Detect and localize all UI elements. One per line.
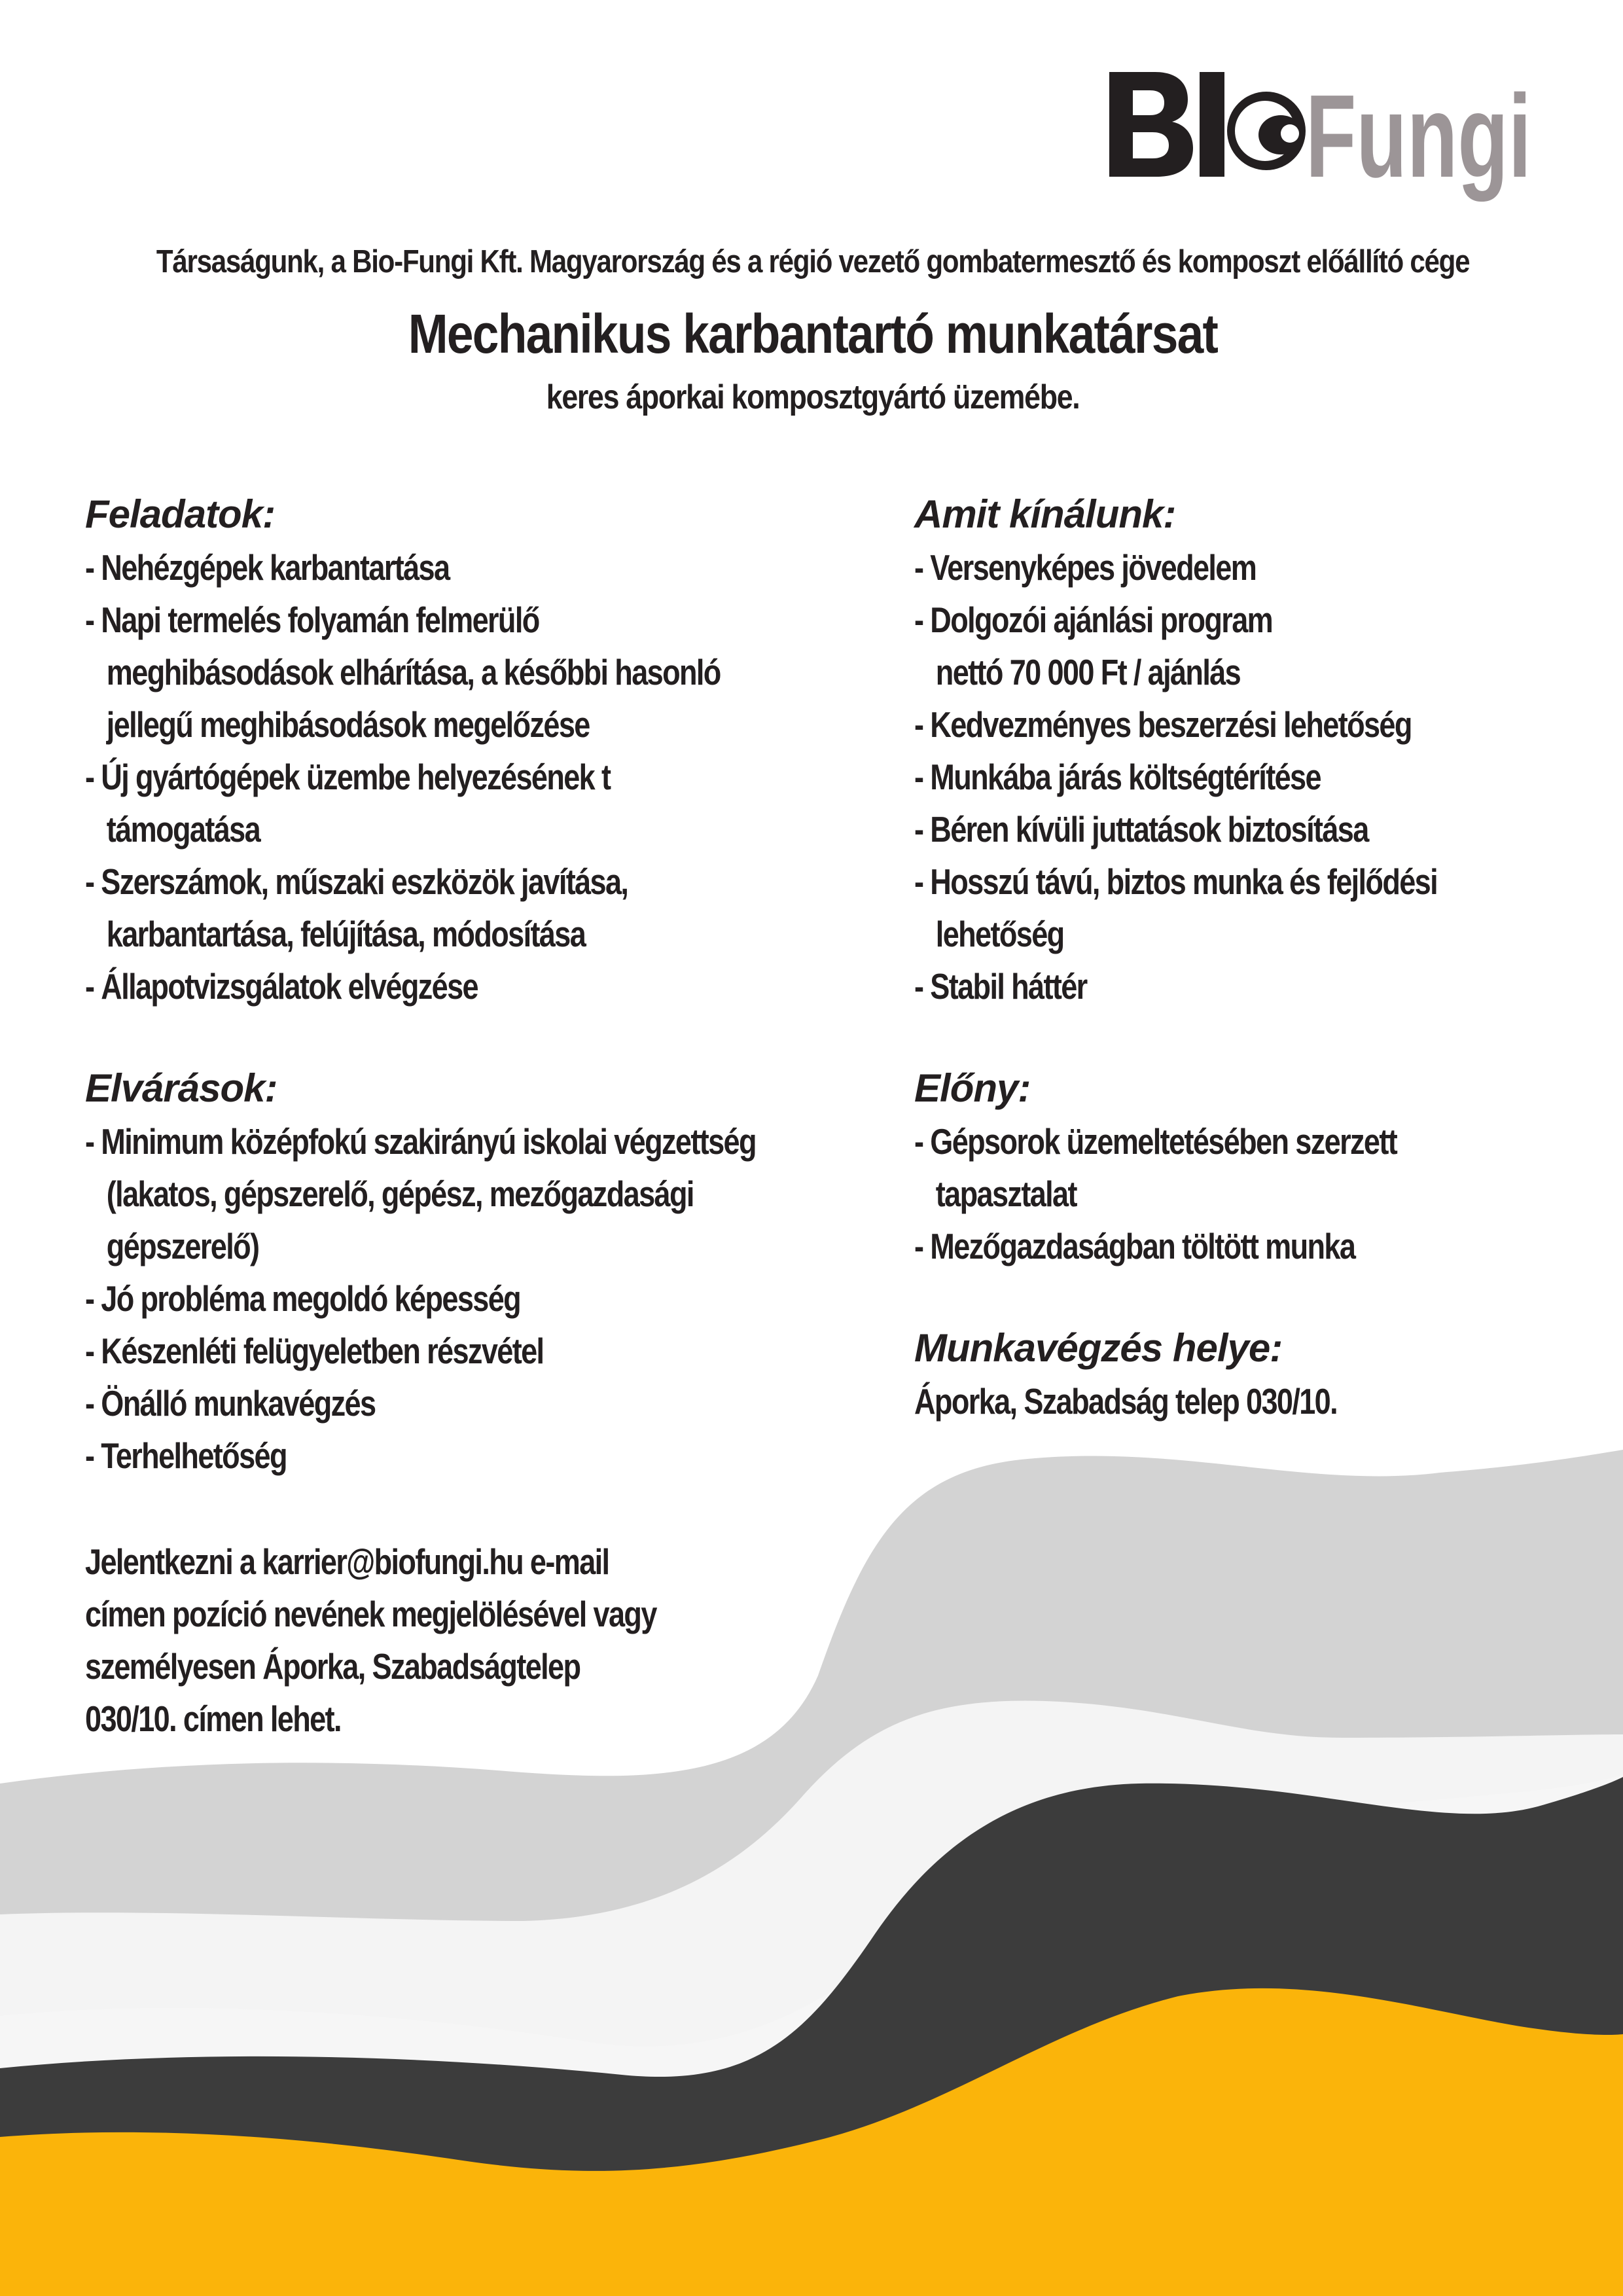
left-column (85, 488, 890, 1482)
offers-line: lehetőség (935, 914, 1064, 954)
offers-line: - Versenyképes jövedelem (914, 547, 1257, 588)
tasks-line: - Nehézgépek karbantartása (85, 547, 450, 588)
apply-section (85, 1535, 870, 1745)
company-intro: Társaságunk, a Bio-Fungi Kft. Magyarország és a régió vezető gombatermesztő és komposzt előállító cége (156, 244, 1470, 279)
apply-line: 030/10. címen lehet. (85, 1698, 341, 1739)
advantages-heading: Előny: (914, 1066, 1031, 1110)
offers-heading: Amit kínálunk: (914, 492, 1176, 536)
tasks-line: jellegű meghibásodások megelőzése (106, 704, 590, 745)
right-column (914, 488, 1569, 1427)
tasks-line: - Állapotvizsgálatok elvégzése (85, 966, 478, 1007)
apply-line: személyesen Áporka, Szabadságtelep (85, 1646, 580, 1687)
biofungi-logo (1109, 65, 1535, 202)
workplace-address: Áporka, Szabadság telep 030/10. (914, 1381, 1338, 1422)
advantages-line: - Mezőgazdaságban töltött munka (914, 1226, 1355, 1266)
requirements-line: gépszerelő) (106, 1226, 259, 1266)
tasks-line: támogatása (106, 809, 260, 850)
job-title: Mechanikus karbantartó munkatársat (408, 303, 1218, 365)
apply-line: címen pozíció nevének megjelölésével vagy (85, 1594, 656, 1634)
job-subtitle: keres áporkai komposztgyártó üzemébe. (546, 378, 1080, 416)
offers-line: - Béren kívüli juttatások biztosítása (914, 809, 1368, 850)
workplace-section (914, 1321, 1569, 1427)
offers-line: - Kedvezményes beszerzési lehetőség (914, 704, 1412, 745)
tasks-section (85, 488, 890, 1013)
offers-line: - Munkába járás költségtérítése (914, 757, 1321, 797)
advantages-line: tapasztalat (935, 1174, 1077, 1214)
requirements-line: - Készenléti felügyeletben részvétel (85, 1331, 544, 1371)
tasks-line: meghibásodások elhárítása, a későbbi hasonló (106, 652, 721, 692)
requirements-line: - Minimum középfokú szakirányú iskolai végzettség (85, 1121, 756, 1162)
logo-wordmark: Fungi (1306, 71, 1531, 202)
requirements-line: - Önálló munkavégzés (85, 1383, 376, 1424)
tasks-line: karbantartása, felújítása, módosítása (106, 914, 586, 954)
requirements-section (85, 1062, 890, 1482)
offers-line: - Stabil háttér (914, 966, 1087, 1007)
requirements-line: - Terhelhetőség (85, 1435, 287, 1476)
tasks-line: - Szerszámok, műszaki eszközök javítása, (85, 861, 628, 902)
requirements-heading: Elvárások: (85, 1066, 277, 1110)
workplace-heading: Munkavégzés helye: (914, 1326, 1283, 1370)
advantages-line: - Gépsorok üzemeltetésében szerzett (914, 1121, 1397, 1162)
requirements-line: (lakatos, gépszerelő, gépész, mezőgazdasági (106, 1174, 694, 1214)
tasks-heading: Feladatok: (85, 492, 276, 536)
offers-line: - Hosszú távú, biztos munka és fejlődési (914, 861, 1438, 902)
apply-line: Jelentkezni a karrier@biofungi.hu e-mail (85, 1541, 609, 1582)
tasks-line: - Új gyártógépek üzembe helyezésének t (85, 757, 611, 797)
tasks-line: - Napi termelés folyamán felmerülő (85, 600, 539, 640)
offers-section (914, 488, 1569, 1013)
offers-line: nettó 70 000 Ft / ajánlás (935, 652, 1241, 692)
advantages-section (914, 1062, 1569, 1272)
requirements-line: - Jó probléma megoldó képesség (85, 1278, 521, 1319)
offers-line: - Dolgozói ajánlási program (914, 600, 1273, 640)
